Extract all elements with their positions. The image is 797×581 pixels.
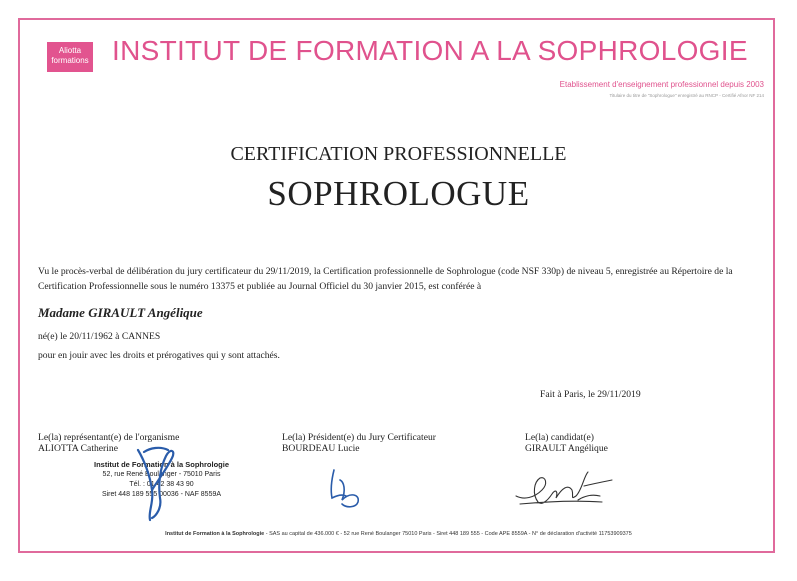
stamp-line1: Institut de Formation à la Sophrologie	[94, 460, 230, 469]
recipient-name: Madame GIRAULT Angélique	[38, 305, 203, 320]
candidate-name: GIRAULT Angélique	[525, 443, 608, 454]
candidate-signature	[512, 466, 622, 511]
signature-block-candidate	[525, 432, 608, 454]
logo-line2: formations	[51, 56, 89, 65]
footer-details: - SAS au capital de 436.000 € - 52 rue René Boulanger 75010 Paris - Siret 448 189 555 - Code APE 8559A - N° de déclaration d'activité 11753909375	[264, 531, 632, 537]
footer-name: Institut de Formation à la Sophrologie	[165, 531, 265, 537]
representative-name: ALIOTTA Catherine	[38, 443, 118, 454]
stamp-line2: 52, rue René Boulanger - 75010 Paris	[102, 471, 221, 478]
institute-subtitle: Etablissement d'enseignement professionnel depuis 2003	[559, 80, 764, 89]
representative-role: Le(la) représentant(e) de l'organisme	[38, 432, 180, 443]
stamp-line3: Tél. : 01 42 38 43 90	[129, 481, 194, 488]
representative-signature	[130, 440, 190, 525]
certification-paragraph: Vu le procès-verbal de délibération du jury certificateur du 29/11/2019, la Certification professionnelle de Sophrologue (code NSF 330p) de niveau 5, enregistrée au Répertoire de la Certification Professionnelle sous le numéro 13375 et publiée au Journal Officiel du 30 janvier 2015, est conférée à	[38, 266, 733, 292]
footer-legal	[0, 531, 797, 537]
logo-line1: Aliotta	[58, 46, 82, 55]
place-date: Fait à Paris, le 29/11/2019	[540, 389, 641, 400]
president-signature	[320, 466, 370, 511]
president-role: Le(la) Président(e) du Jury Certificateur	[282, 432, 436, 443]
rights-statement: pour en jouir avec les droits et prérogatives qui y sont attachés.	[38, 350, 280, 361]
stamp-line4: Siret 448 189 555 00036 - NAF 8559A	[101, 491, 222, 498]
institute-name: INSTITUT DE FORMATION A LA SOPHROLOGIE	[112, 35, 748, 66]
institute-small-note: Titulaire du titre de "Sophrologue" enregistré au RNCP - Certifié Afnor NF 214	[609, 93, 764, 98]
profession-title: SOPHROLOGUE	[267, 174, 530, 213]
candidate-role: Le(la) candidat(e)	[525, 432, 594, 443]
aliotta-logo	[47, 42, 93, 72]
signature-block-president	[282, 432, 436, 454]
president-name: BOURDEAU Lucie	[282, 443, 360, 454]
certificate-title: CERTIFICATION PROFESSIONNELLE	[230, 143, 567, 165]
birth-info: né(e) le 20/11/1962 à CANNES	[38, 331, 161, 342]
